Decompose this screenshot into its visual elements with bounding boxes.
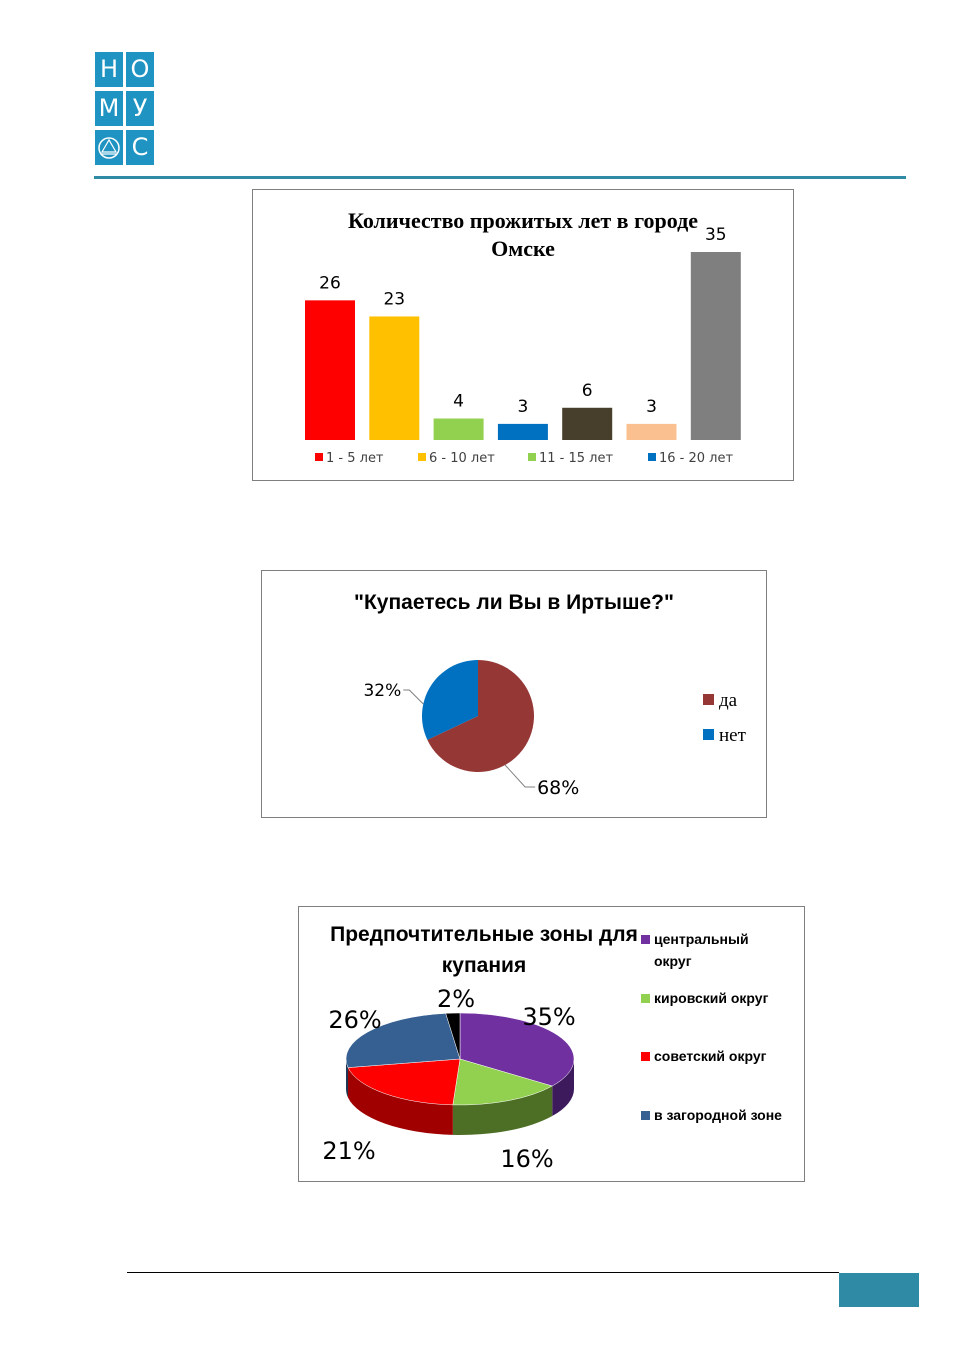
data-label: 68% [537, 777, 580, 800]
data-label: 4 [453, 391, 465, 412]
logo-letter: М [95, 91, 123, 126]
logo-letter: О [126, 52, 154, 87]
legend-swatch [641, 994, 650, 1003]
data-label: 16% [500, 1145, 554, 1173]
bar-chart-years [252, 189, 794, 481]
leader-line [403, 690, 423, 704]
legend-label: 1 - 5 лет [326, 451, 384, 466]
data-label: 26 [319, 273, 341, 294]
legend-label: центральный [654, 931, 749, 947]
data-label: 26% [328, 1006, 382, 1034]
logo-emblem-icon [95, 130, 123, 165]
chart-title: купания [441, 954, 527, 977]
legend-swatch [528, 453, 536, 461]
legend-swatch [641, 1111, 650, 1120]
pie-chart-zones [298, 906, 805, 1182]
leader-line [505, 765, 535, 787]
header-divider [94, 176, 906, 179]
legend-label: кировский округ [654, 990, 769, 1006]
nomus-logo [95, 52, 157, 166]
bar [627, 424, 677, 440]
bar [562, 408, 612, 440]
data-label: 35 [704, 225, 727, 245]
chart-title: Количество прожитых лет в городе [347, 208, 699, 233]
chart-title: "Купаетесь ли Вы в Иртыше?" [354, 591, 674, 614]
legend-label: 16 - 20 лет [659, 451, 734, 466]
data-label: 21% [322, 1137, 376, 1165]
bar [691, 252, 741, 440]
bar [434, 419, 484, 440]
bar-chart-svg [253, 190, 793, 480]
pie-chart-svg [262, 571, 766, 817]
data-label: 3 [517, 396, 529, 417]
logo-letter: Н [95, 52, 123, 87]
pie-3d-chart-svg [299, 907, 804, 1181]
logo-letter: С [126, 130, 154, 165]
legend-swatch [703, 729, 714, 740]
page-number-box [839, 1273, 919, 1307]
legend-swatch [418, 453, 426, 461]
data-label: 3 [646, 396, 657, 417]
legend-label: в загородной зоне [654, 1107, 782, 1123]
data-label: 23 [383, 289, 406, 310]
legend-swatch [641, 935, 650, 944]
chart-title: Омске [491, 236, 555, 261]
legend-label: 6 - 10 лет [429, 451, 495, 466]
data-label: 2% [436, 985, 476, 1013]
legend-swatch [703, 694, 714, 705]
logo-letter: У [126, 91, 154, 126]
legend-label: да [719, 690, 738, 711]
legend-swatch [641, 1052, 650, 1061]
legend-swatch [315, 453, 323, 461]
legend-swatch [648, 453, 656, 461]
legend-label: советский округ [654, 1048, 767, 1064]
bar [305, 300, 355, 440]
data-label: 6 [581, 380, 593, 401]
bar [369, 316, 419, 440]
pie-chart-swimming [261, 570, 767, 818]
data-label: 35% [522, 1003, 576, 1031]
data-label: 32% [363, 681, 402, 702]
chart-title: Предпочтительные зоны для [330, 923, 638, 946]
legend-label: нет [719, 725, 746, 746]
legend-label: округ [654, 953, 692, 969]
footer-divider [127, 1272, 839, 1273]
legend-label: 11 - 15 лет [539, 451, 614, 466]
bar [498, 424, 548, 440]
